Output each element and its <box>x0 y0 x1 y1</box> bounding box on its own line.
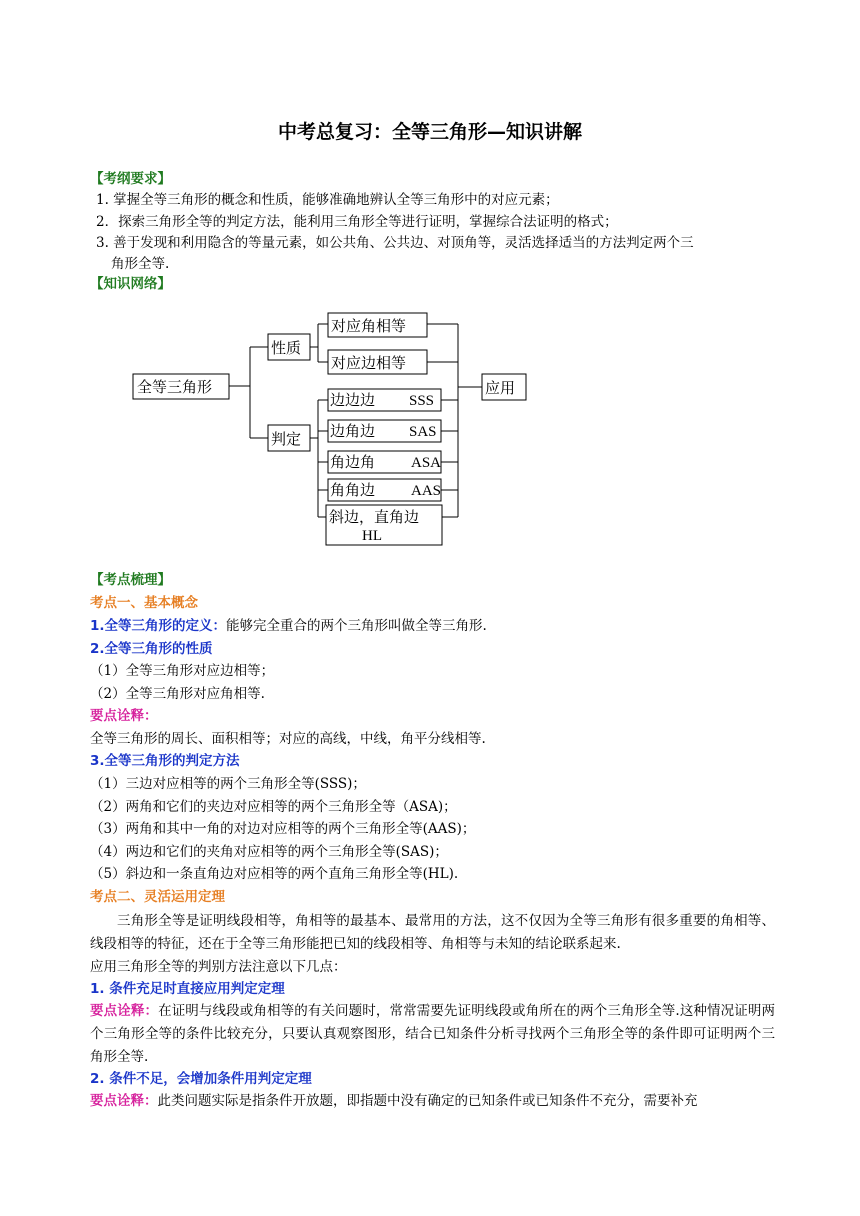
definition-text: 能够完全重合的两个三角形叫做全等三角形. <box>226 618 487 634</box>
section-2-title: 2. 条件不足，会增加条件用判定定理 <box>90 1071 312 1087</box>
property-item-1: 对应角相等 <box>331 317 407 335</box>
section-2-note-label: 要点诠释： <box>90 1093 158 1109</box>
judge-aas-name: 角角边 <box>330 481 376 499</box>
point-2-line2: 应用三角形全等的判别方法注意以下几点： <box>90 959 347 975</box>
judge-sas-name: 边角边 <box>330 422 376 440</box>
section-1-note-text: 在证明与线段或角相等的有关问题时，常常需要先证明线段或角所在的两个三角形全等.这种情况证明两个三角形全等的条件比较充分，只要认真观察图形，结合已知条件分析寻找两个三角形全等的条件即可证明两个三角形全等. <box>90 1003 776 1065</box>
section-1-note <box>90 1000 775 1069</box>
knowledge-network-diagram <box>0 0 860 560</box>
page-title: 中考总复习：全等三角形—知识讲解 <box>277 121 582 143</box>
property-heading: 2.全等三角形的性质 <box>90 641 213 657</box>
judge-item-5: （5）斜边和一条直角边对应相等的两个直角三角形全等(HL). <box>90 866 459 882</box>
definition-line <box>90 617 487 635</box>
property-item-2: 对应边相等 <box>331 354 407 372</box>
definition-label: 1.全等三角形的定义： <box>90 618 227 634</box>
point-2-title: 考点二、灵活运用定理 <box>90 889 225 905</box>
section-2-note-text: 此类问题实际是指条件开放题，即指题中没有确定的已知条件或已知条件不充分，需要补充 <box>157 1093 698 1109</box>
judge-asa-name: 角边角 <box>330 453 376 471</box>
judge-sas-code: SAS <box>409 424 437 440</box>
judge-sss-code: SSS <box>409 393 435 409</box>
property-item-1: （1）全等三角形对应边相等； <box>90 663 275 679</box>
section-1-note-label: 要点诠释： <box>90 1003 159 1019</box>
section-1-title: 1. 条件充足时直接应用判定定理 <box>90 981 285 997</box>
judge-item-1: （1）三边对应相等的两个三角形全等(SSS)； <box>90 776 366 792</box>
section-2-note <box>90 1090 775 1113</box>
judge-aas-code: AAS <box>411 483 442 499</box>
syllabus-item-1: 1. 掌握全等三角形的概念和性质，能够准确地辨认全等三角形中的对应元素； <box>96 192 559 208</box>
syllabus-heading: 【考纲要求】 <box>90 171 171 187</box>
syllabus-item-3: 3. 善于发现和利用隐含的等量元素，如公共角、公共边、对顶角等，灵活选择适当的方法判定两个三 <box>96 235 694 251</box>
judge-item-2: （2）两角和它们的夹边对应相等的两个三角形全等（ASA)； <box>90 799 457 815</box>
network-heading: 【知识网络】 <box>90 276 171 292</box>
judge-sss-name: 边边边 <box>330 391 376 409</box>
application-label: 应用 <box>485 379 516 397</box>
property-item-2: （2）全等三角形对应角相等. <box>90 686 265 702</box>
point-2-paragraph: 三角形全等是证明线段相等，角相等的最基本、最常用的方法，这不仅因为全等三角形有很多重要的角相等、线段相等的特征，还在于全等三角形能把已知的线段相等、角相等与未知的结论联系起来. <box>90 913 775 952</box>
judge-heading: 3.全等三角形的判定方法 <box>90 753 240 769</box>
points-heading: 【考点梳理】 <box>90 572 171 588</box>
syllabus-item-2: 2．探索三角形全等的判定方法，能利用三角形全等进行证明，掌握综合法证明的格式； <box>96 214 618 230</box>
root-label: 全等三角形 <box>137 378 213 396</box>
judge-item-3: （3）两角和其中一角的对边对应相等的两个三角形全等(AAS)； <box>90 821 476 837</box>
point-1-title: 考点一、基本概念 <box>90 595 198 611</box>
note-label-1: 要点诠释： <box>90 708 158 724</box>
judge-item-4: （4）两边和它们的夹角对应相等的两个三角形全等(SAS)； <box>90 844 448 860</box>
judge-asa-code: ASA <box>411 455 442 471</box>
judge-hl-line1: 斜边，直角边 <box>329 508 420 526</box>
property-label: 性质 <box>271 339 302 357</box>
syllabus-item-3-cont: 角形全等. <box>111 256 170 272</box>
judge-hl-line2: HL <box>362 528 382 544</box>
judge-label: 判定 <box>271 430 302 448</box>
note-text-1: 全等三角形的周长、面积相等；对应的高线，中线，角平分线相等. <box>90 731 486 747</box>
